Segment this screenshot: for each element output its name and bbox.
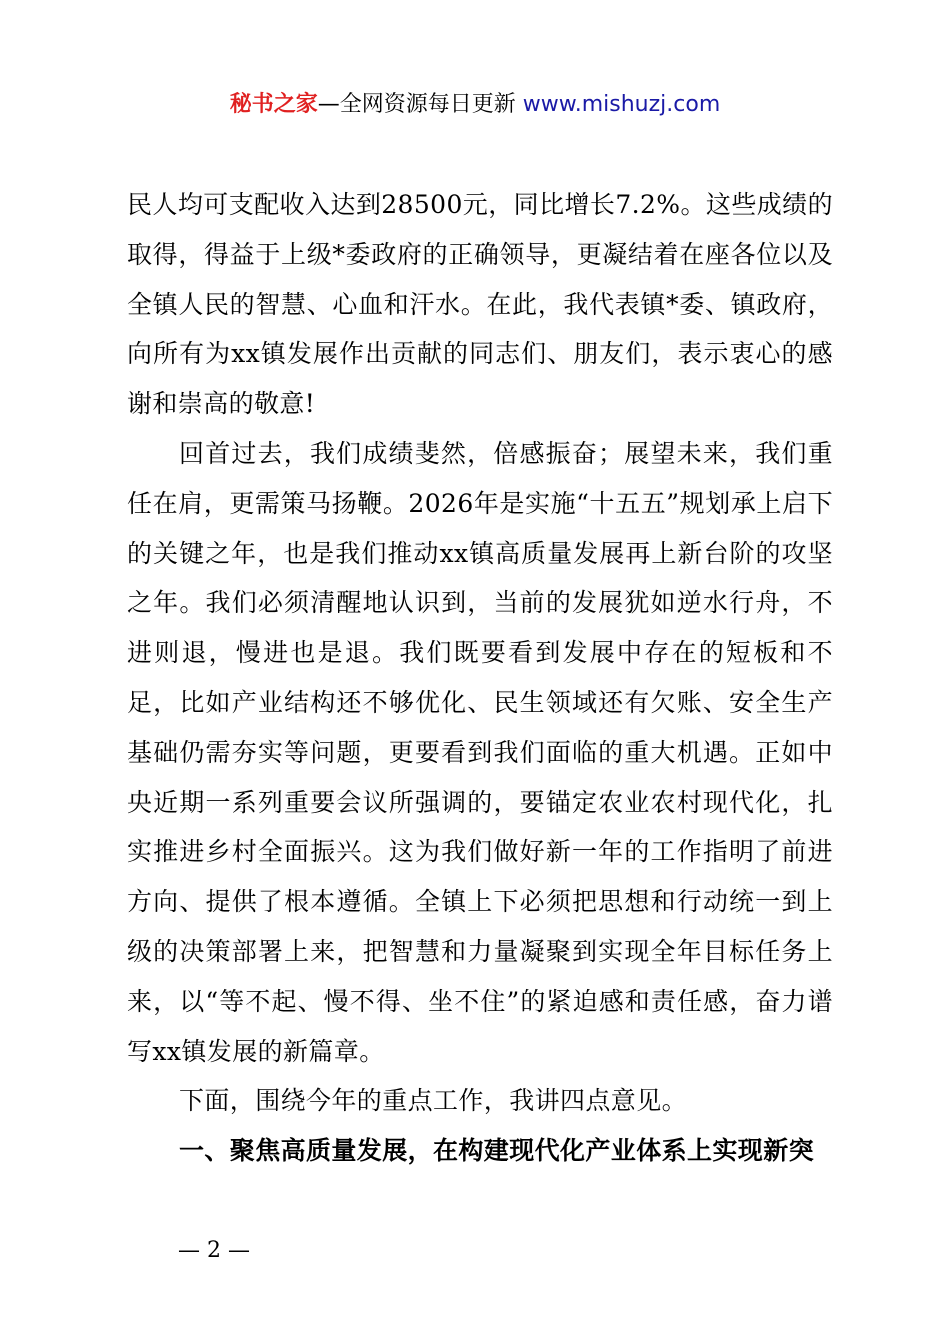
section-heading-1: 一、聚焦高质量发展，在构建现代化产业体系上实现新突 xyxy=(179,1136,815,1166)
paragraph-intro-points: 下面，围绕今年的重点工作，我讲四点意见。 xyxy=(179,1086,688,1116)
paragraph-continuation: 民人均可支配收入达到28500元，同比增长7.2%。这些成绩的取得，得益于上级*委政府的正确领导，更凝结着在座各位以及全镇人民的智慧、心血和汗水。在此，我代表镇*委、镇政府，向所有为xx镇发展作出贡献的同志们、朋友们，表示衷心的感谢和崇高的敬意! xyxy=(127,190,833,419)
site-url-link[interactable]: www.mishuzj.com xyxy=(522,92,721,117)
page-number: — 2 — xyxy=(178,1238,250,1263)
paragraph-review-outlook: 回首过去，我们成绩斐然，倍感振奋；展望未来，我们重任在肩，更需策马扬鞭。2026年是实施“十五五”规划承上启下的关键之年，也是我们推动xx镇高质量发展再上新台阶的攻坚之年。我们必须清醒地认识到，当前的发展犹如逆水行舟，不进则退，慢进也是退。我们既要看到发展中存在的短板和不足，比如产业结构还不够优化、民生领域还有欠账、安全生产基础仍需夯实等问题，更要看到我们面临的重大机遇。正如中央近期一系列重要会议所强调的，要锚定农业农村现代化，扎实推进乡村全面振兴。这为我们做好新一年的工作指明了前进方向、提供了根本遵循。全镇上下必须把思想和行动统一到上级的决策部署上来，把智慧和力量凝聚到实现全年目标任务上来，以“等不起、慢不得、坐不住”的紧迫感和责任感，奋力谱写xx镇发展的新篇章。 xyxy=(127,438,833,1066)
document-body xyxy=(127,180,833,1176)
brand-name: 秘书之家 xyxy=(229,92,318,117)
header-tagline: —全网资源每日更新 xyxy=(317,92,516,117)
site-header xyxy=(0,88,950,122)
